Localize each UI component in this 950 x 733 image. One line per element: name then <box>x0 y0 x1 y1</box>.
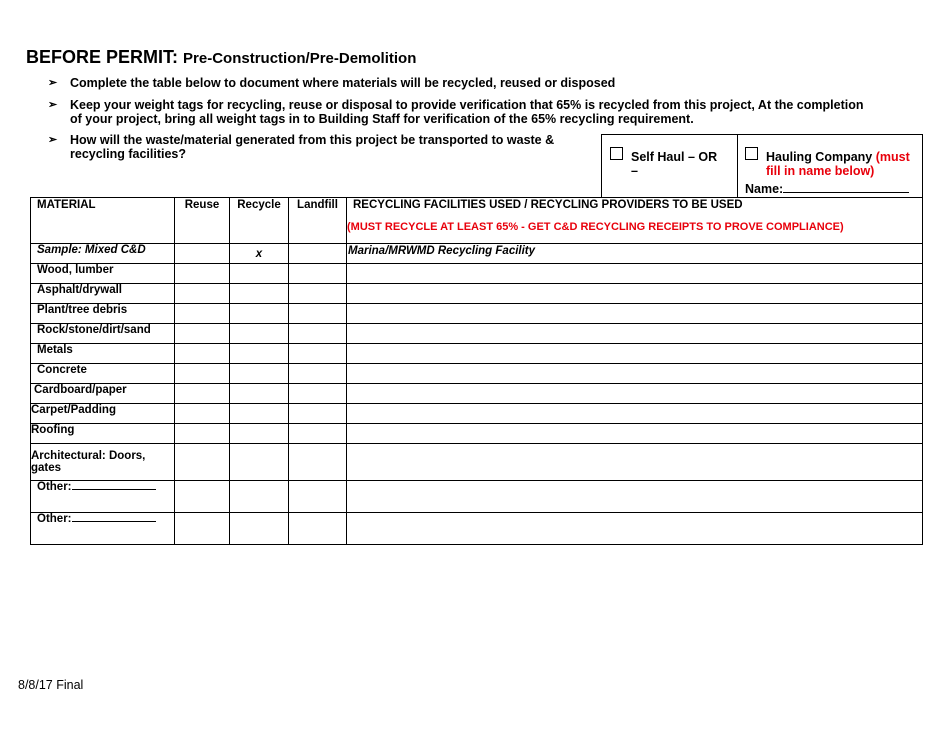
material-sample: Sample: Mixed C&D <box>31 244 175 264</box>
instruction-bullet <box>48 98 870 126</box>
name-label: Name: <box>745 182 784 196</box>
title-sub: Pre-Construction/Pre-Demolition <box>183 50 417 67</box>
other-label: Other: <box>37 513 72 525</box>
reuse-cell[interactable] <box>175 424 230 444</box>
self-haul-option[interactable] <box>601 134 738 198</box>
landfill-cell[interactable] <box>289 424 347 444</box>
facility-cell[interactable] <box>347 304 923 324</box>
header-facilities-note: (MUST RECYCLE AT LEAST 65% - GET C&D RECYCLING RECEIPTS TO PROVE COMPLIANCE) <box>347 221 844 233</box>
landfill-cell[interactable] <box>289 513 347 545</box>
table-row-other <box>31 513 923 545</box>
other-label: Other: <box>37 481 72 493</box>
landfill-cell[interactable] <box>289 481 347 513</box>
recycle-sample-mark: x <box>230 244 289 264</box>
facility-cell[interactable] <box>347 324 923 344</box>
material-name: Cardboard/paper <box>31 384 175 404</box>
reuse-cell[interactable] <box>175 324 230 344</box>
material-name: Roofing <box>31 424 175 444</box>
table-row <box>31 364 923 384</box>
instruction-text: Complete the table below to document where materials will be recycled, reused or disposed <box>70 76 616 90</box>
material-name: Wood, lumber <box>31 264 175 284</box>
recycle-cell[interactable] <box>230 364 289 384</box>
landfill-cell[interactable] <box>289 344 347 364</box>
table-row <box>31 384 923 404</box>
material-other[interactable] <box>31 513 175 545</box>
instruction-text: How will the waste/material generated from this project be transported to waste & recycling facilities? <box>70 133 555 161</box>
landfill-cell[interactable] <box>289 384 347 404</box>
facility-cell[interactable] <box>347 264 923 284</box>
recycle-cell[interactable] <box>230 304 289 324</box>
materials-table <box>30 197 923 545</box>
reuse-cell[interactable] <box>175 404 230 424</box>
facility-cell[interactable] <box>347 513 923 545</box>
reuse-cell[interactable] <box>175 513 230 545</box>
table-row-other <box>31 481 923 513</box>
table-row <box>31 324 923 344</box>
material-name: Metals <box>31 344 175 364</box>
table-row <box>31 264 923 284</box>
recycle-cell[interactable] <box>230 284 289 304</box>
recycle-cell[interactable] <box>230 384 289 404</box>
material-name: Concrete <box>31 364 175 384</box>
reuse-cell[interactable] <box>175 364 230 384</box>
landfill-cell[interactable] <box>289 404 347 424</box>
hauling-company-label <box>766 150 916 178</box>
facility-cell[interactable] <box>347 284 923 304</box>
reuse-cell[interactable] <box>175 344 230 364</box>
facility-cell[interactable] <box>347 404 923 424</box>
recycle-cell[interactable] <box>230 444 289 481</box>
landfill-cell[interactable] <box>289 244 347 264</box>
header-reuse: Reuse <box>175 198 230 244</box>
reuse-cell[interactable] <box>175 444 230 481</box>
material-name: Carpet/Padding <box>31 404 175 424</box>
hauling-company-note: (must fill in name below) <box>766 150 910 178</box>
self-haul-label: Self Haul – OR – <box>631 150 718 178</box>
reuse-cell[interactable] <box>175 481 230 513</box>
table-row <box>31 404 923 424</box>
reuse-cell[interactable] <box>175 384 230 404</box>
landfill-cell[interactable] <box>289 364 347 384</box>
arrow-bullet-icon: ➢ <box>48 99 58 111</box>
hauling-company-option[interactable] <box>737 134 923 198</box>
facility-cell[interactable] <box>347 444 923 481</box>
table-header-row <box>31 198 923 244</box>
material-name: Rock/stone/dirt/sand <box>31 324 175 344</box>
table-row-sample <box>31 244 923 264</box>
facility-sample: Marina/MRWMD Recycling Facility <box>347 244 923 264</box>
landfill-cell[interactable] <box>289 304 347 324</box>
instruction-bullet <box>48 133 600 161</box>
reuse-cell[interactable] <box>175 264 230 284</box>
header-facilities-title: RECYCLING FACILITIES USED / RECYCLING PROVIDERS TO BE USED <box>353 199 743 211</box>
instruction-bullet <box>48 76 870 90</box>
facility-cell[interactable] <box>347 364 923 384</box>
recycle-cell[interactable] <box>230 424 289 444</box>
landfill-cell[interactable] <box>289 324 347 344</box>
self-haul-checkbox[interactable] <box>610 147 623 160</box>
table-row <box>31 444 923 481</box>
recycle-cell[interactable] <box>230 481 289 513</box>
table-row <box>31 304 923 324</box>
footer-version: 8/8/17 Final <box>18 678 84 692</box>
reuse-cell[interactable] <box>175 284 230 304</box>
facility-cell[interactable] <box>347 424 923 444</box>
hauling-company-text: Hauling Company <box>766 150 873 164</box>
header-material: MATERIAL <box>31 198 175 244</box>
name-input-line[interactable] <box>783 182 909 193</box>
facility-cell[interactable] <box>347 384 923 404</box>
header-recycle: Recycle <box>230 198 289 244</box>
landfill-cell[interactable] <box>289 284 347 304</box>
material-name: Architectural: Doors, gates <box>31 444 175 481</box>
material-name: Plant/tree debris <box>31 304 175 324</box>
header-landfill: Landfill <box>289 198 347 244</box>
arrow-bullet-icon: ➢ <box>48 77 58 89</box>
reuse-cell[interactable] <box>175 244 230 264</box>
recycle-cell[interactable] <box>230 344 289 364</box>
title-main: BEFORE PERMIT: <box>26 47 179 67</box>
header-facilities <box>347 198 923 244</box>
table-row <box>31 424 923 444</box>
material-other[interactable] <box>31 481 175 513</box>
recycle-cell[interactable] <box>230 264 289 284</box>
recycle-cell[interactable] <box>230 404 289 424</box>
table-row <box>31 284 923 304</box>
landfill-cell[interactable] <box>289 444 347 481</box>
recycle-cell[interactable] <box>230 324 289 344</box>
table-row <box>31 344 923 364</box>
landfill-cell[interactable] <box>289 264 347 284</box>
facility-cell[interactable] <box>347 344 923 364</box>
hauling-company-checkbox[interactable] <box>745 147 758 160</box>
facility-cell[interactable] <box>347 481 923 513</box>
arrow-bullet-icon: ➢ <box>48 134 58 146</box>
material-name: Asphalt/drywall <box>31 284 175 304</box>
other-input-line[interactable] <box>72 481 156 490</box>
hauling-name-field[interactable] <box>745 182 909 196</box>
other-input-line[interactable] <box>72 513 156 522</box>
reuse-cell[interactable] <box>175 304 230 324</box>
recycle-cell[interactable] <box>230 513 289 545</box>
page-title <box>26 47 416 68</box>
instruction-text: Keep your weight tags for recycling, reuse or disposal to provide verification that 65% is recycled from this project, At the completion of your project, bring all weight tags in to Building Staff for verification of the 65% recycling requirement. <box>70 98 864 126</box>
